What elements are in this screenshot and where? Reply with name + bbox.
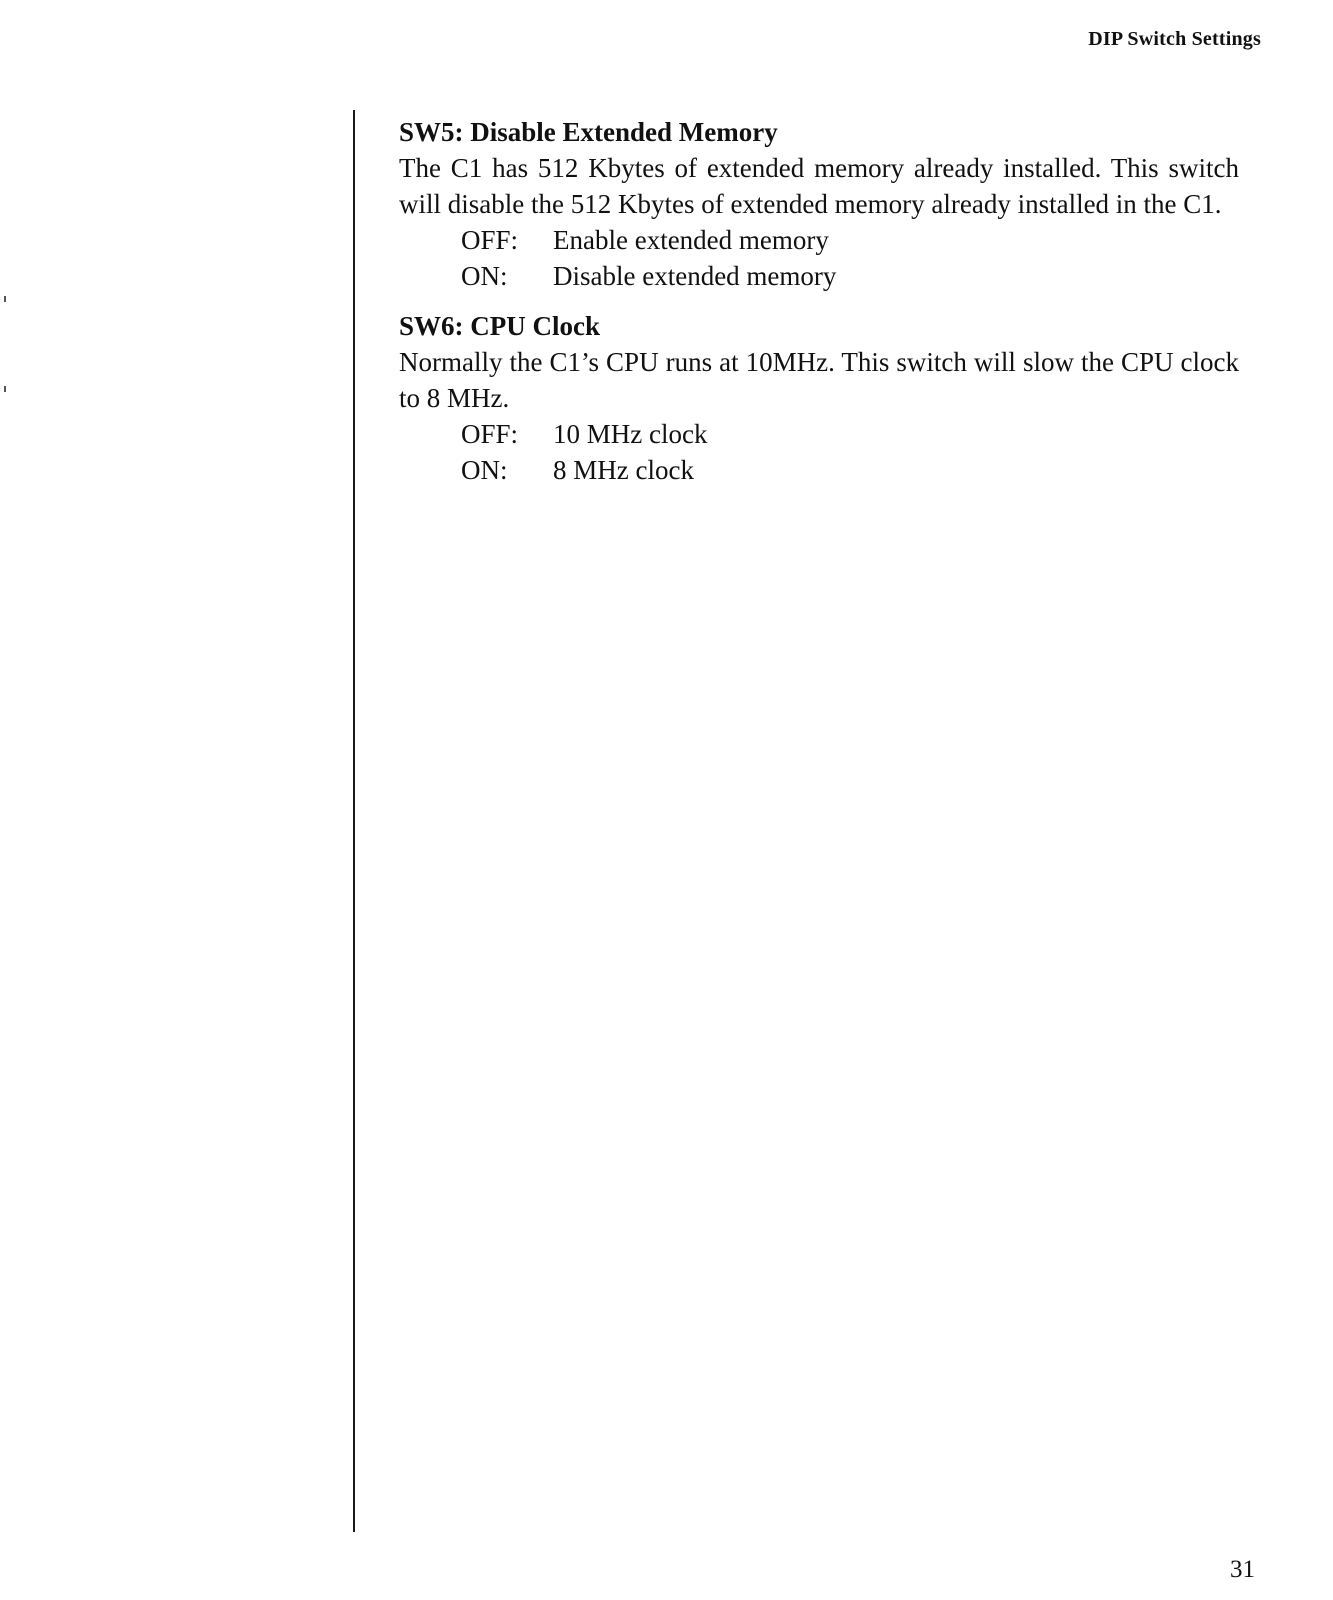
setting-value: Disable extended memory	[553, 261, 837, 291]
setting-row	[399, 452, 1239, 488]
setting-row	[399, 416, 1239, 452]
section-body: The C1 has 512 Kbytes of extended memory already installed. This switch will disable the 512 Kbytes of extended memory already installed in the C1.	[399, 153, 1239, 219]
setting-key: OFF:	[461, 419, 519, 449]
page-number: 31	[1230, 1556, 1255, 1583]
section-body: Normally the C1’s CPU runs at 10MHz. This switch will slow the CPU clock to 8 MHz.	[399, 347, 1239, 413]
running-head: DIP Switch Settings	[1088, 28, 1261, 50]
setting-key: ON:	[461, 261, 508, 291]
scan-speck	[4, 386, 6, 392]
main-content	[399, 114, 1239, 494]
setting-row	[399, 258, 1239, 294]
setting-row	[399, 222, 1239, 258]
setting-value: 10 MHz clock	[553, 419, 708, 449]
scan-speck	[4, 296, 6, 302]
section-sw6	[399, 308, 1239, 488]
settings-list	[399, 222, 1239, 294]
section-title: SW6: CPU Clock	[399, 311, 600, 341]
settings-list	[399, 416, 1239, 488]
setting-value: Enable extended memory	[553, 225, 829, 255]
setting-value: 8 MHz clock	[553, 455, 694, 485]
setting-key: OFF:	[461, 225, 519, 255]
margin-rule	[353, 110, 355, 1532]
setting-key: ON:	[461, 455, 508, 485]
section-title: SW5: Disable Extended Memory	[399, 117, 778, 147]
section-sw5	[399, 114, 1239, 294]
